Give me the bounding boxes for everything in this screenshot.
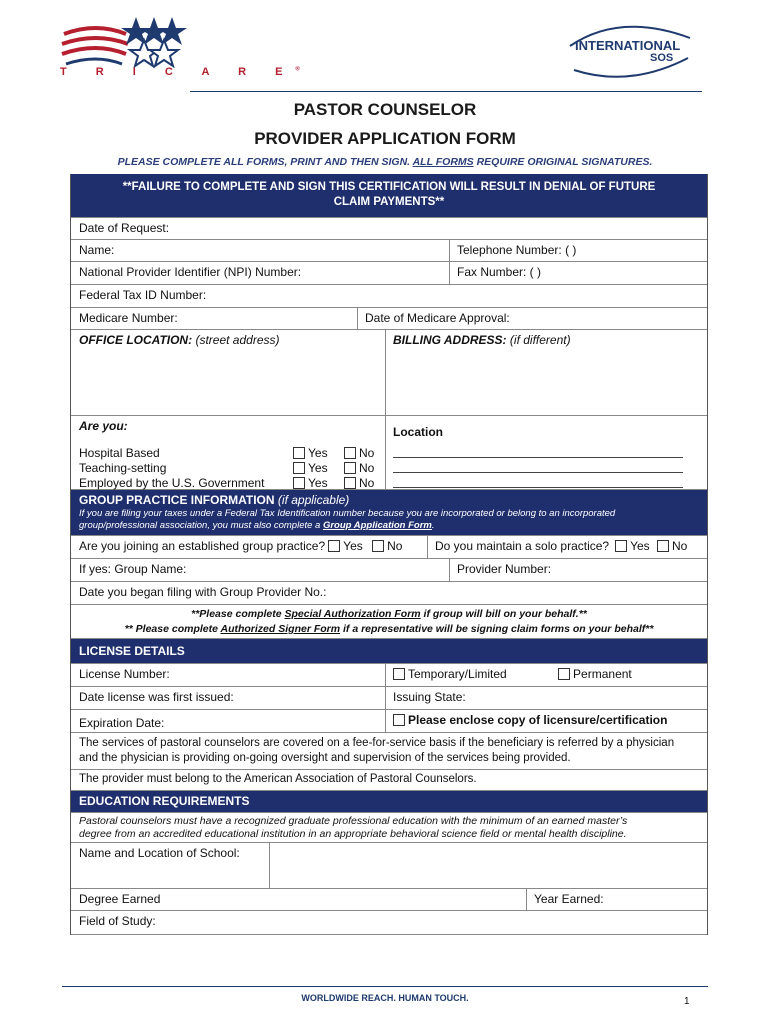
education-note: Pastoral counselors must have a recognized graduate professional education with the minimum of an earned master’s degree from an accredited educational institution in an appropriate behavioral science field or mental health discipline. — [71, 813, 707, 843]
authorized-signer-form-link[interactable]: Authorized Signer Form — [220, 623, 341, 635]
school-row — [71, 843, 707, 889]
joining-no-checkbox[interactable] — [372, 540, 384, 552]
location-line[interactable] — [393, 473, 683, 488]
federal-tax-row — [71, 285, 707, 308]
government-yes-checkbox[interactable] — [293, 477, 305, 489]
federal-tax-id-field[interactable]: Federal Tax ID Number: — [79, 288, 207, 302]
expiration-row — [71, 710, 707, 733]
temporary-limited-checkbox[interactable] — [393, 668, 405, 680]
degree-row — [71, 889, 707, 911]
special-authorization-form-link[interactable]: Special Authorization Form — [284, 608, 421, 620]
enclose-copy-checkbox[interactable] — [393, 714, 405, 726]
enclose-copy-option: Please enclose copy of licensure/certification — [385, 710, 707, 732]
hospital-no-checkbox[interactable] — [344, 447, 356, 459]
first-issued-field[interactable]: Date license was first issued: — [79, 690, 234, 704]
date-of-request-row[interactable] — [71, 218, 707, 240]
joining-group-question: Are you joining an established group practice? Yes No — [79, 539, 403, 553]
are-you-heading: Are you: — [79, 419, 128, 433]
office-location-field[interactable]: OFFICE LOCATION: (street address) — [79, 333, 280, 347]
name-row — [71, 240, 707, 262]
government-no-checkbox[interactable] — [344, 477, 356, 489]
footer-tagline: WORLDWIDE REACH. HUMAN TOUCH. — [301, 993, 469, 1003]
aapc-note: The provider must belong to the American Association of Pastoral Counselors. — [71, 770, 707, 791]
authorization-notes: **Please complete Special Authorization Form if group will bill on your behalf.** ** Please complete Authorized Signer Form if a representative will be signing claim forms on your behalf** — [71, 605, 707, 639]
teaching-no-checkbox[interactable] — [344, 462, 356, 474]
field-of-study-row — [71, 911, 707, 935]
are-you-cell — [71, 416, 385, 489]
permanent-checkbox[interactable] — [558, 668, 570, 680]
joining-yes-checkbox[interactable] — [328, 540, 340, 552]
group-practice-note: If you are filing your taxes under a Federal Tax Identification number because you are incorporated or belong to an incorporated group/professional association, you must also complete a Group Application Form. — [79, 508, 616, 531]
services-note: The services of pastoral counselors are covered on a fee-for-service basis if the beneficiary is referred by a physician and the physician is providing on-going oversight and supervision of the services being provided. — [71, 733, 707, 770]
school-field-label: Name and Location of School: — [79, 846, 240, 860]
are-you-section — [71, 416, 707, 490]
location-line[interactable] — [393, 458, 683, 473]
sos-text: SOS — [650, 52, 674, 64]
location-cell — [385, 416, 707, 489]
group-practice-header: GROUP PRACTICE INFORMATION (if applicable) If you are filing your taxes under a Federal Tax Identification number because you are incorporated or belong to an incorporated group/professional association, you must also complete a Group Application Form. — [71, 490, 707, 536]
signature-instructions: PLEASE COMPLETE ALL FORMS, PRINT AND THEN SIGN. ALL FORMS REQUIRE ORIGINAL SIGNATURES. — [117, 156, 653, 168]
license-type-options: Temporary/Limited Permanent — [385, 664, 707, 686]
group-name-field[interactable]: If yes: Group Name: — [79, 562, 187, 576]
application-form — [70, 174, 708, 935]
billing-address-field[interactable]: BILLING ADDRESS: (if different) — [393, 333, 571, 347]
are-you-item: Teaching-setting Yes No — [79, 461, 375, 475]
telephone-field[interactable]: Telephone Number: ( ) — [457, 243, 577, 257]
solo-no-checkbox[interactable] — [657, 540, 669, 552]
footer-rule — [62, 986, 708, 987]
tricare-wordmark: T R I C A R E® — [60, 66, 300, 78]
page-subtitle: PROVIDER APPLICATION FORM — [254, 129, 516, 148]
field-of-study-field[interactable]: Field of Study: — [79, 914, 156, 928]
are-you-item: Employed by the U.S. Government Yes No — [79, 476, 375, 490]
license-issued-row — [71, 687, 707, 710]
license-number-field[interactable]: License Number: — [79, 667, 170, 681]
page-title: PASTOR COUNSELOR — [293, 100, 477, 119]
medicare-row — [71, 308, 707, 330]
international-sos-text: INTERNATIONAL — [575, 38, 681, 53]
location-heading: Location — [393, 425, 443, 439]
address-row — [71, 330, 707, 416]
page-header — [0, 0, 770, 100]
date-began-field[interactable]: Date you began filing with Group Provider No.: — [79, 585, 327, 599]
name-field[interactable]: Name: — [79, 243, 115, 257]
page-number: 1 — [684, 996, 690, 1007]
medicare-number-field[interactable]: Medicare Number: — [79, 311, 178, 325]
education-header: EDUCATION REQUIREMENTS — [71, 791, 707, 813]
hospital-yes-checkbox[interactable] — [293, 447, 305, 459]
npi-field[interactable]: National Provider Identifier (NPI) Number: — [79, 265, 302, 279]
expiration-date-field[interactable]: Expiration Date: — [79, 716, 165, 730]
solo-yes-checkbox[interactable] — [615, 540, 627, 552]
warning-banner: **FAILURE TO COMPLETE AND SIGN THIS CERTIFICATION WILL RESULT IN DENIAL OF FUTURE CLAIM PAYMENTS** — [71, 174, 707, 218]
group-name-row — [71, 559, 707, 582]
npi-row — [71, 262, 707, 285]
header-rule — [190, 91, 702, 92]
medicare-approval-field[interactable]: Date of Medicare Approval: — [365, 311, 510, 325]
year-earned-field[interactable]: Year Earned: — [534, 892, 604, 906]
degree-earned-field[interactable]: Degree Earned — [79, 892, 161, 906]
solo-practice-question: Do you maintain a solo practice? Yes No — [435, 539, 688, 553]
teaching-yes-checkbox[interactable] — [293, 462, 305, 474]
fax-field[interactable]: Fax Number: ( ) — [457, 265, 542, 279]
location-line[interactable] — [393, 443, 683, 458]
license-details-header: LICENSE DETAILS — [71, 639, 707, 664]
group-application-form-link[interactable]: Group Application Form — [322, 520, 432, 531]
school-field[interactable] — [269, 843, 707, 888]
date-began-row — [71, 582, 707, 605]
are-you-item: Hospital Based Yes No — [79, 446, 375, 460]
provider-number-field[interactable]: Provider Number: — [457, 562, 552, 576]
issuing-state-field[interactable]: Issuing State: — [393, 690, 466, 704]
date-of-request-label: Date of Request: — [79, 221, 170, 235]
license-number-row — [71, 664, 707, 687]
group-questions-row — [71, 536, 707, 559]
